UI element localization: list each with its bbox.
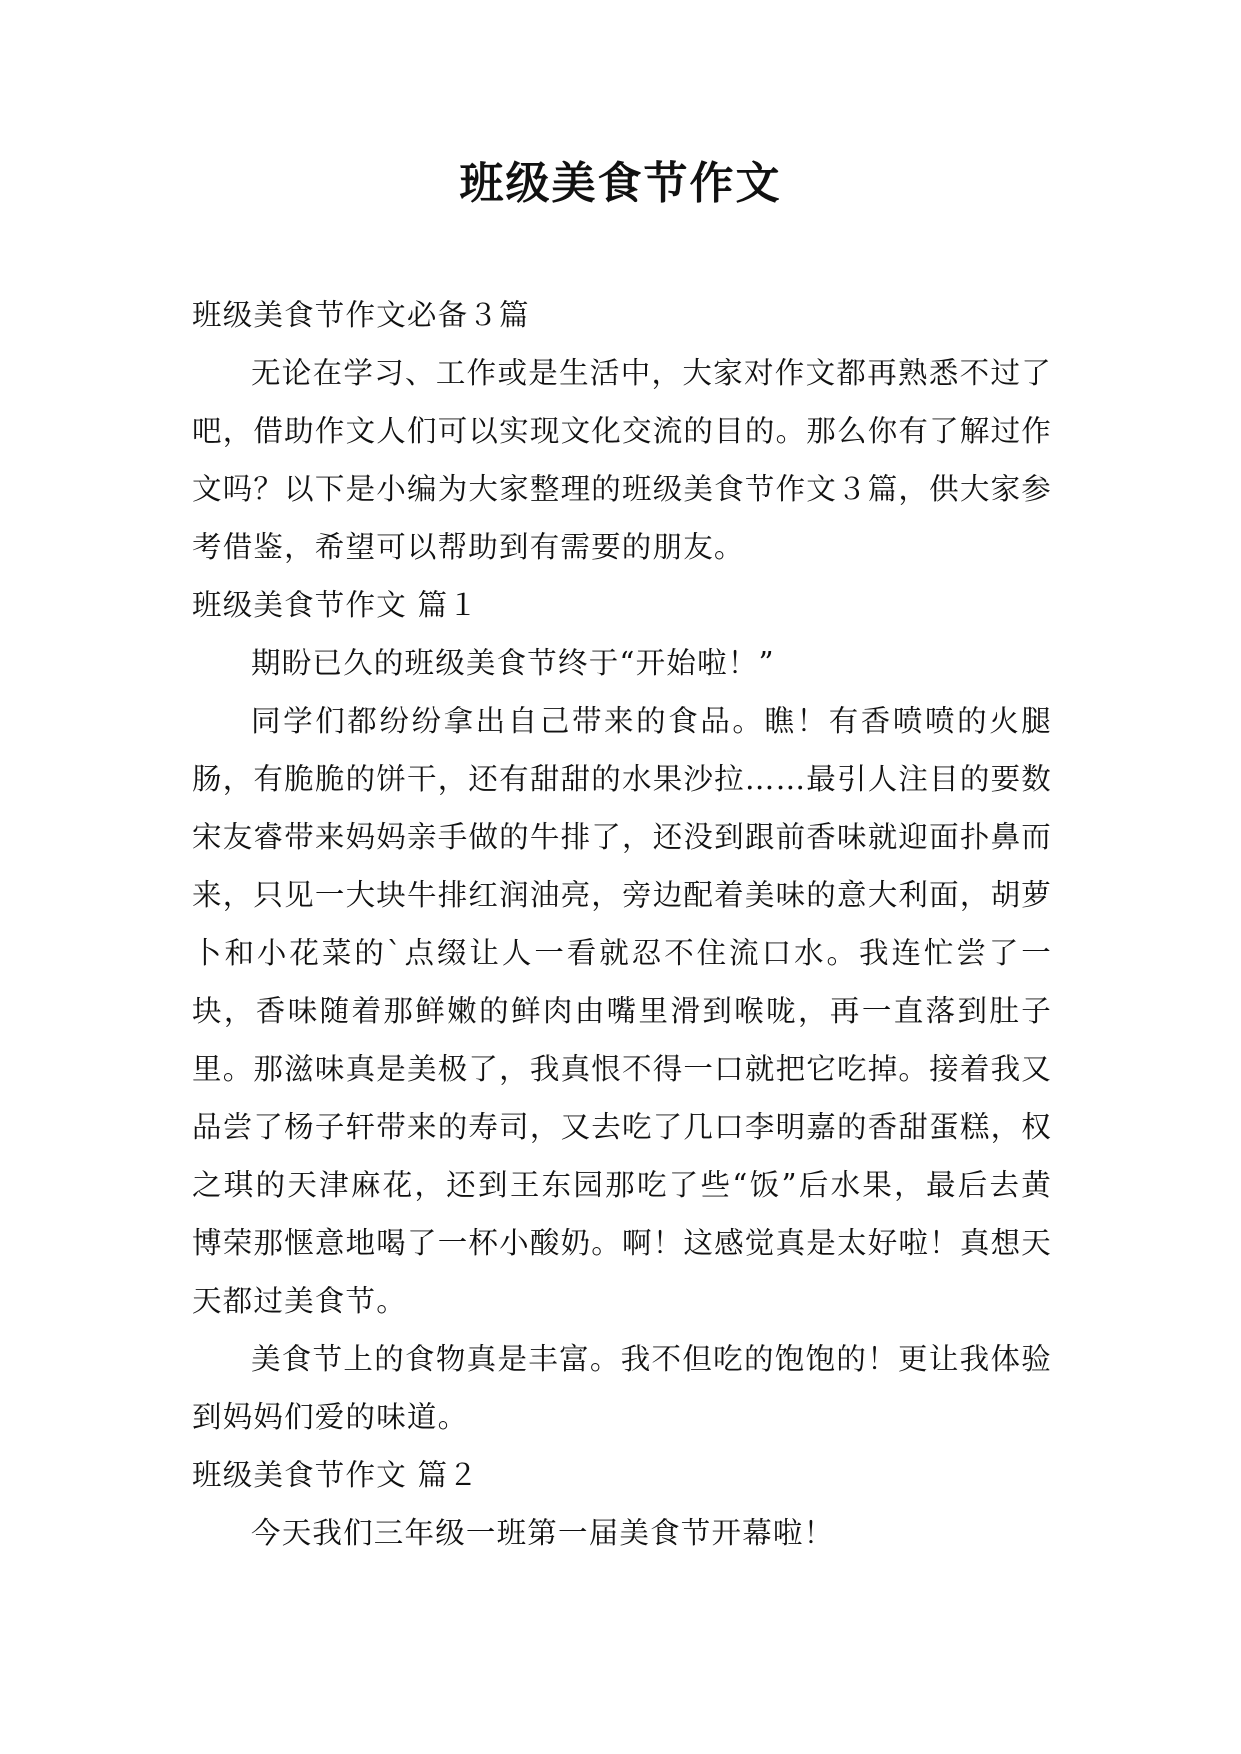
essay-1-paragraph-1: 期盼已久的班级美食节终于“开始啦！” xyxy=(251,646,775,680)
essay-1-heading: 班级美食节作文 篇１ xyxy=(192,588,479,622)
essay-2-heading: 班级美食节作文 篇２ xyxy=(192,1458,479,1492)
essay-2-paragraph-1: 今天我们三年级一班第一届美食节开幕啦！ xyxy=(251,1516,835,1550)
document-subtitle: 班级美食节作文必备３篇 xyxy=(192,298,530,332)
document-body xyxy=(192,286,1052,1562)
essay-1-paragraph-2: 同学们都纷纷拿出自己带来的食品。瞧！有香喷喷的火腿肠，有脆脆的饼干，还有甜甜的水果沙拉……最引人注目的要数宋友睿带来妈妈亲手做的牛排了，还没到跟前香味就迎面扑鼻而来，只见一大块牛排红润油亮，旁边配着美味的意大利面，胡萝卜和小花菜的`点缀让人一看就忍不住流口水。我连忙尝了一块，香味随着那鲜嫩的鲜肉由嘴里滑到喉咙，再一直落到肚子里。那滋味真是美极了，我真恨不得一口就把它吃掉。接着我又品尝了杨子轩带来的寿司，又去吃了几口李明嘉的香甜蛋糕，权之琪的天津麻花，还到王东园那吃了些“饭”后水果，最后去黄博荣那惬意地喝了一杯小酸奶。啊！这感觉真是太好啦！真想天天都过美食节。 xyxy=(192,704,1052,1318)
essay-1-paragraph-3: 美食节上的食物真是丰富。我不但吃的饱饱的！更让我体验到妈妈们爱的味道。 xyxy=(192,1342,1052,1434)
intro-paragraph: 无论在学习、工作或是生活中，大家对作文都再熟悉不过了吧，借助作文人们可以实现文化交流的目的。那么你有了解过作文吗？以下是小编为大家整理的班级美食节作文３篇，供大家参考借鉴，希望可以帮助到有需要的朋友。 xyxy=(192,356,1052,564)
document-title: 班级美食节作文 xyxy=(459,158,782,209)
